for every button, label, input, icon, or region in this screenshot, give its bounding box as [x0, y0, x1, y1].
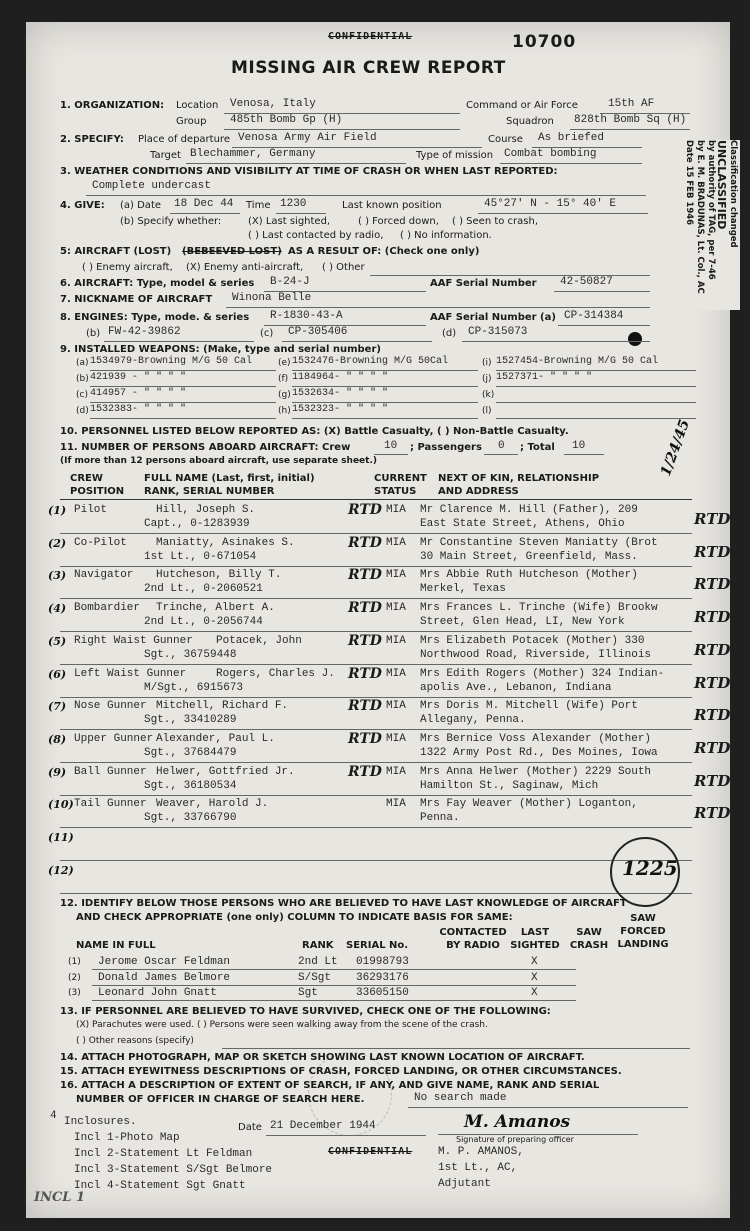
crew-row-rule	[60, 795, 692, 796]
weapon-value: 1532634- " " " "	[292, 388, 389, 399]
weapon-value: 1532323- " " " "	[292, 404, 389, 415]
engines-label: 8. ENGINES: Type, mode. & series	[60, 312, 250, 323]
crew-rtd-mark: RTD	[348, 632, 382, 649]
crew-header-rule	[60, 499, 692, 500]
identify-col-rank: RANK	[302, 940, 334, 951]
personnel-label: 10. PERSONNEL LISTED BELOW REPORTED AS: (X) Battle Casualty, ( ) Non-Battle Casualty.	[60, 426, 569, 437]
weapon-line	[292, 402, 478, 403]
crew-margin-rtd: RTD	[694, 510, 731, 528]
inclosure-4: Incl 4-Statement Sgt Gnatt	[74, 1180, 246, 1192]
crew-status: MIA	[386, 765, 406, 778]
crew-number: (6)	[48, 667, 67, 681]
classification-stamp: Classification changed UNCLASSIFIED by authority of TAG, per 7-46 by E. M. BRADUNAS, Lt. Col., AC Date 15 FEB 1946	[662, 140, 740, 310]
departure-value: Venosa Army Air Field	[238, 132, 377, 144]
officer-rank: 1st Lt., AC,	[438, 1162, 518, 1174]
crew-rank-serial: Sgt., 33766790	[144, 812, 237, 825]
lost-opt-antiaircraft: (X) Enemy anti-aircraft,	[186, 262, 304, 273]
crew-status: MIA	[386, 504, 406, 516]
mission-line	[500, 163, 642, 164]
crew-kin-line1: Mrs Frances L. Trinche (Wife) Brookw	[420, 602, 658, 615]
crew-name: Maniatty, Asinakes S.	[156, 536, 295, 549]
weapon-label: (i)	[482, 358, 492, 368]
aircraft-type-label: 6. AIRCRAFT: Type, model & series	[60, 278, 255, 289]
weapon-value: 1532383- " " " "	[90, 404, 187, 415]
weapon-label: (g)	[278, 390, 291, 400]
identify-col-saw-forced: SAW FORCED LANDING	[617, 913, 669, 950]
identify-col-last: LAST SIGHTED	[510, 927, 560, 951]
weapon-line	[292, 418, 478, 419]
target-line	[186, 163, 406, 164]
crew-rank-serial: 2nd Lt., 0-2056744	[144, 616, 263, 629]
crew-row-rule	[60, 860, 692, 861]
give-date-value: 18 Dec 44	[174, 198, 234, 210]
crew-row-rule	[60, 893, 692, 894]
crew-kin-line1: Mrs Abbie Ruth Hutcheson (Mother)	[420, 569, 638, 582]
identify-mark: X	[531, 971, 538, 984]
weapon-value: 1532476-Browning M/G 50Cal	[292, 356, 449, 367]
identify-mark: X	[531, 956, 538, 968]
crew-margin-rtd: RTD	[694, 542, 731, 561]
crew-position: Ball Gunner	[74, 765, 147, 778]
identify-serial: 33605150	[356, 987, 409, 999]
crew-status: MIA	[386, 602, 406, 615]
identify-row-line	[92, 985, 576, 986]
crew-rtd-mark: RTD	[348, 600, 382, 617]
weapon-label: (e)	[278, 358, 291, 368]
lost-opt-other: ( ) Other	[322, 262, 365, 273]
crew-col-position-header: CREW POSITION	[70, 473, 125, 497]
crew-rtd-mark: RTD	[348, 665, 382, 682]
weapon-label: (b)	[76, 374, 89, 384]
aircraft-lost-struck: (BEBEEVED LOST)	[182, 246, 282, 257]
crew-col-name-header: FULL NAME (Last, first, initial) RANK, SERIAL NUMBER	[144, 473, 315, 497]
crew-kin-line2: Merkel, Texas	[420, 583, 506, 596]
crew-number: (2)	[48, 536, 67, 550]
crew-margin-rtd: RTD	[694, 575, 731, 594]
engine-b-line	[104, 341, 254, 342]
search-value: No search made	[414, 1092, 507, 1104]
officer-signature: M. Amanos	[464, 1112, 571, 1132]
crew-row-rule	[60, 827, 692, 828]
crew-rtd-mark: RTD	[348, 502, 382, 518]
total-count: 10	[572, 440, 586, 452]
weapon-line	[496, 370, 696, 371]
target-label: Target	[150, 150, 181, 161]
give-time-value: 1230	[280, 198, 307, 210]
inclosure-count: 4	[50, 1110, 57, 1122]
location-value: Venosa, Italy	[230, 98, 316, 110]
weather-value: Complete undercast	[92, 180, 211, 192]
weather-label: 3. WEATHER CONDITIONS AND VISIBILITY AT TIME OF CRASH OR WHEN LAST REPORTED:	[60, 166, 558, 177]
identify-line1: 12. IDENTIFY BELOW THOSE PERSONS WHO ARE BELIEVED TO HAVE LAST KNOWLEDGE OF AIRCRAFT	[60, 898, 627, 909]
give-opt-radio: ( ) Last contacted by radio,	[248, 230, 384, 241]
squadron-value: 828th Bomb Sq (H)	[574, 114, 687, 126]
identify-mark: X	[531, 987, 538, 999]
engine-a-line	[558, 325, 650, 326]
give-position-value: 45°27' N - 15° 40' E	[484, 198, 617, 210]
crew-number: (8)	[48, 732, 67, 746]
weapon-line	[90, 386, 276, 387]
nickname-value: Winona Belle	[232, 292, 312, 304]
identify-name: Leonard John Gnatt	[98, 987, 217, 999]
crew-margin-rtd: RTD	[694, 706, 731, 725]
give-opt-forced: ( ) Forced down,	[358, 216, 439, 227]
engines-type-value: R-1830-43-A	[270, 310, 343, 322]
crew-margin-rtd: RTD	[694, 640, 731, 659]
crew-name: Helwer, Gottfried Jr.	[156, 765, 295, 778]
crew-name: Trinche, Albert A.	[156, 602, 275, 615]
passengers-count: 0	[498, 440, 505, 452]
weapon-value: 1527371- " " " "	[496, 372, 593, 383]
crew-kin-line1: Mrs Doris M. Mitchell (Wife) Port	[420, 700, 638, 713]
crew-name: Weaver, Harold J.	[156, 798, 269, 811]
crew-position: Right Waist Gunner	[74, 634, 193, 647]
crew-kin-line1: Mr Constantine Steven Maniatty (Brot	[420, 536, 658, 549]
handwritten-incl-note: INCL 1	[34, 1190, 86, 1205]
crew-kin-line2: Northwood Road, Riverside, Illinois	[420, 648, 652, 661]
survived-line3: ( ) Other reasons (specify)	[76, 1036, 194, 1046]
identify-serial: 01998793	[356, 956, 409, 968]
course-value: As briefed	[538, 132, 605, 144]
crew-margin-rtd: RTD	[694, 771, 731, 790]
crew-position: Pilot	[74, 504, 108, 516]
report-sheet	[26, 22, 738, 1218]
crew-rank-serial: M/Sgt., 6915673	[144, 681, 244, 694]
engine-c-value: CP-305406	[288, 326, 348, 338]
give-opt-noinfo: ( ) No information.	[400, 230, 492, 241]
weapon-line	[292, 370, 478, 371]
weapon-line	[90, 370, 276, 371]
crew-name: Hutcheson, Billy T.	[156, 569, 282, 582]
inclosures-label: Inclosures.	[64, 1116, 137, 1128]
crew-kin-line2: Hamilton St., Saginaw, Mich	[420, 779, 599, 792]
location-label: Location	[176, 100, 219, 111]
crew-number: (10)	[48, 798, 74, 812]
crew-kin-line2: Allegany, Penna.	[420, 714, 526, 727]
weapon-value: 421939 - " " " "	[90, 372, 187, 383]
weapon-label: (a)	[76, 358, 89, 368]
crew-margin-rtd: RTD	[694, 673, 731, 692]
crew-position: Navigator	[74, 569, 134, 582]
crew-number: (4)	[48, 602, 67, 616]
crew-number: (7)	[48, 700, 67, 714]
give-position-label: Last known position	[342, 200, 442, 211]
aircraft-lost-rest: AS A RESULT OF: (Check one only)	[288, 246, 480, 257]
crew-count-line	[374, 454, 408, 455]
identify-number: (1)	[68, 957, 81, 967]
target-value: Blechammer, Germany	[190, 148, 316, 160]
command-label: Command or Air Force	[466, 100, 578, 111]
weapon-label: (d)	[76, 406, 89, 416]
crew-col-status-header: CURRENT STATUS	[374, 473, 427, 497]
crew-margin-rtd: RTD	[694, 738, 731, 757]
crew-rank-serial: 2nd Lt., 0-2060521	[144, 583, 263, 596]
identify-col-serial: SERIAL No.	[346, 940, 409, 951]
weapons-label: 9. INSTALLED WEAPONS: (Make, type and serial number)	[60, 344, 381, 355]
handwritten-date: 1/24/45	[657, 417, 694, 479]
crew-position: Bombardier	[74, 602, 141, 615]
crew-status: MIA	[386, 667, 406, 680]
inclosure-3: Incl 3-Statement S/Sgt Belmore	[74, 1164, 273, 1176]
group-line	[224, 129, 460, 130]
crew-kin-line1: Mrs Fay Weaver (Mother) Loganton,	[420, 798, 638, 811]
crew-name: Potacek, John	[216, 634, 302, 647]
crew-name: Alexander, Paul L.	[156, 732, 275, 745]
identify-row-line	[92, 969, 576, 970]
confidential-bottom-stamp: CONFIDENTIAL	[328, 1146, 413, 1157]
mission-value: Combat bombing	[504, 148, 597, 160]
crew-position: Co-Pilot	[74, 536, 127, 549]
crew-count: 10	[384, 440, 398, 452]
identify-number: (2)	[68, 972, 81, 983]
crew-rank-serial: 1st Lt., 0-671054	[144, 550, 257, 563]
crew-kin-line2: East State Street, Athens, Ohio	[420, 518, 625, 530]
course-label: Course	[488, 134, 523, 145]
identify-row-line	[92, 1000, 576, 1001]
weapon-line	[292, 386, 478, 387]
survived-line2: (X) Parachutes were used. ( ) Persons were seen walking away from the scene of the crash.	[76, 1020, 488, 1030]
crew-number: (9)	[48, 765, 67, 779]
crew-rank-serial: Capt., 0-1283939	[144, 518, 250, 530]
weapon-label: (f)	[278, 374, 289, 384]
crew-status: MIA	[386, 732, 406, 745]
departure-label: Place of departure	[138, 134, 230, 145]
crew-status: MIA	[386, 634, 406, 647]
report-title: MISSING AIR CREW REPORT	[231, 58, 506, 78]
crew-number: (1)	[48, 504, 67, 517]
weapon-value: 1184964- " " " "	[292, 372, 389, 383]
identify-name: Donald James Belmore	[98, 971, 231, 984]
identify-name: Jerome Oscar Feldman	[98, 956, 231, 968]
weapon-value: 1527454-Browning M/G 50 Cal	[496, 356, 659, 367]
weapon-value: 414957 - " " " "	[90, 388, 187, 399]
engine-b-value: FW-42-39862	[108, 326, 181, 338]
engine-d-line	[462, 341, 650, 342]
weapon-line	[496, 418, 696, 419]
inclosure-2: Incl 2-Statement Lt Feldman	[74, 1148, 253, 1160]
identify-rank: S/Sgt	[298, 971, 332, 984]
crew-rtd-mark: RTD	[348, 763, 382, 780]
engine-b-label: (b)	[86, 328, 101, 339]
confidential-top-stamp: CONFIDENTIAL	[328, 31, 413, 42]
mission-label: Type of mission	[416, 150, 494, 161]
crew-kin-line1: Mr Clarence M. Hill (Father), 209	[420, 504, 638, 516]
crew-kin-line1: Mrs Anna Helwer (Mother) 2229 South	[420, 765, 652, 778]
weapon-label: (j)	[482, 374, 492, 384]
crew-kin-line2: 30 Main Street, Greenfield, Mass.	[420, 550, 638, 563]
crew-position: Upper Gunner	[74, 732, 154, 745]
aircraft-serial-value: 42-50827	[560, 276, 613, 288]
engine-a-value: CP-314384	[564, 310, 624, 322]
passengers-label: ; Passengers	[410, 442, 482, 453]
squadron-line	[570, 129, 690, 130]
squadron-label: Squadron	[506, 116, 554, 127]
item-14: 14. ATTACH PHOTOGRAPH, MAP OR SKETCH SHOWING LAST KNOWN LOCATION OF AIRCRAFT.	[60, 1052, 585, 1063]
crew-name: Mitchell, Richard F.	[156, 700, 289, 713]
crew-position: Nose Gunner	[74, 700, 147, 713]
identify-number: (3)	[68, 988, 81, 998]
crew-kin-line2: apolis Ave., Lebanon, Indiana	[420, 681, 612, 694]
officer-title: Adjutant	[438, 1178, 491, 1190]
crew-name: Rogers, Charles J.	[216, 667, 335, 680]
officer-name: M. P. AMANOS,	[438, 1146, 524, 1158]
give-position-line	[478, 213, 648, 214]
crew-number: (5)	[48, 634, 67, 648]
crew-rank-serial: Sgt., 33410289	[144, 714, 237, 727]
command-value: 15th AF	[608, 98, 655, 110]
aircraft-lost-label: 5: AIRCRAFT (LOST)	[60, 246, 172, 257]
item-16b: NUMBER OF OFFICER IN CHARGE OF SEARCH HERE.	[76, 1094, 365, 1105]
crew-margin-rtd: RTD	[694, 804, 731, 823]
weapon-label: (k)	[482, 390, 495, 400]
give-time-label: Time	[246, 200, 271, 211]
give-label: 4. GIVE:	[60, 200, 105, 211]
survived-other-line	[222, 1048, 690, 1049]
aircraft-type-value: B-24-J	[270, 276, 310, 288]
crew-kin-line1: Mrs Elizabeth Potacek (Mother) 330	[420, 634, 645, 647]
crew-status: MIA	[386, 798, 406, 811]
inclosure-1: Incl 1-Photo Map	[74, 1132, 180, 1144]
search-line	[408, 1107, 688, 1108]
crew-position: Left Waist Gunner	[74, 667, 187, 680]
crew-rank-serial: Sgt., 36180534	[144, 779, 237, 792]
crew-rtd-mark: RTD	[348, 698, 382, 715]
give-opt-crash: ( ) Seen to crash,	[452, 216, 539, 227]
weapon-label: (c)	[76, 390, 88, 400]
crew-rtd-mark: RTD	[348, 534, 382, 551]
identify-col-saw-crash: SAW CRASH	[569, 927, 609, 951]
aircraft-serial-line	[554, 291, 650, 292]
engine-c-label: (c)	[260, 328, 274, 339]
lost-opt-aircraft: ( ) Enemy aircraft,	[82, 262, 173, 273]
weapon-line	[496, 386, 696, 387]
crew-rtd-mark: RTD	[348, 730, 382, 747]
crew-position: Tail Gunner	[74, 798, 147, 811]
passengers-line	[484, 454, 518, 455]
identify-rank: Sgt	[298, 987, 318, 999]
total-line	[564, 454, 604, 455]
engine-c-line	[282, 341, 432, 342]
weapon-label: (h)	[278, 406, 291, 416]
weapon-label: (l)	[482, 406, 492, 416]
identify-col-contacted: CONTACTED BY RADIO	[439, 927, 507, 951]
weapon-line	[90, 402, 276, 403]
item-16a: 16. ATTACH A DESCRIPTION OF EXTENT OF SEARCH, IF ANY, AND GIVE NAME, RANK AND SERIAL	[60, 1080, 600, 1091]
crew-kin-line1: Mrs Bernice Voss Alexander (Mother)	[420, 732, 652, 745]
footer-date-value: 21 December 1944	[270, 1120, 376, 1132]
circled-number: 1225	[622, 856, 678, 880]
crew-kin-line2: 1322 Army Post Rd., Des Moines, Iowa	[420, 746, 658, 759]
persons-note: (If more than 12 persons aboard aircraft, use separate sheet.)	[60, 456, 377, 466]
give-specify-label: (b) Specify whether:	[120, 216, 222, 227]
identify-line2: AND CHECK APPROPRIATE (one only) COLUMN TO INDICATE BASIS FOR SAME:	[76, 912, 513, 923]
total-label: ; Total	[520, 442, 555, 453]
group-label: Group	[176, 116, 207, 127]
footer-date-line	[266, 1135, 426, 1136]
identify-rank: 2nd Lt	[298, 956, 338, 968]
engine-d-label: (d)	[442, 328, 457, 339]
specify-label: 2. SPECIFY:	[60, 134, 124, 145]
footer-date-label: Date	[238, 1122, 262, 1133]
crew-name: Hill, Joseph S.	[156, 504, 256, 516]
crew-number: (12)	[48, 863, 74, 877]
nickname-line	[226, 307, 650, 308]
crew-status: MIA	[386, 569, 406, 582]
item-15: 15. ATTACH EYEWITNESS DESCRIPTIONS OF CRASH, FORCED LANDING, OR OTHER CIRCUMSTANCES.	[60, 1066, 622, 1077]
weapon-line	[496, 402, 696, 403]
survived-line1: 13. IF PERSONNEL ARE BELIEVED TO HAVE SURVIVED, CHECK ONE OF THE FOLLOWING:	[60, 1006, 551, 1017]
crew-status: MIA	[386, 536, 406, 549]
crew-col-kin-header: NEXT OF KIN, RELATIONSHIP AND ADDRESS	[438, 473, 600, 497]
crew-number: (11)	[48, 831, 74, 844]
weapon-value: 1534979-Browning M/G 50 Cal	[90, 356, 253, 367]
crew-kin-line2: Penna.	[420, 812, 460, 825]
give-time-line	[276, 213, 326, 214]
give-opt-sighted: (X) Last sighted,	[248, 216, 331, 227]
nickname-label: 7. NICKNAME OF AIRCRAFT	[60, 294, 213, 305]
engines-serial-label: AAF Serial Number (a)	[430, 312, 556, 323]
group-value: 485th Bomb Gp (H)	[230, 114, 343, 126]
signature-label: Signature of preparing officer	[456, 1135, 574, 1144]
ink-blot	[628, 332, 642, 346]
crew-number: (3)	[48, 569, 67, 583]
give-date-label: (a) Date	[120, 200, 162, 211]
crew-rank-serial: Sgt., 37684479	[144, 746, 237, 759]
crew-status: MIA	[386, 700, 406, 713]
crew-kin-line2: Street, Glen Head, LI, New York	[420, 616, 625, 629]
identify-serial: 36293176	[356, 971, 409, 984]
crew-rtd-mark: RTD	[348, 567, 382, 584]
crew-kin-line1: Mrs Edith Rogers (Mother) 324 Indian-	[420, 667, 665, 680]
persons-label: 11. NUMBER OF PERSONS ABOARD AIRCRAFT: Crew	[60, 442, 351, 453]
weapon-line	[90, 418, 276, 419]
give-date-line	[170, 213, 240, 214]
engine-d-value: CP-315073	[468, 326, 528, 338]
crew-rank-serial: Sgt., 36759448	[144, 648, 237, 661]
crew-margin-rtd: RTD	[694, 608, 731, 627]
weather-line	[86, 195, 646, 196]
document-number: 10700	[512, 32, 577, 52]
org-label: 1. ORGANIZATION:	[60, 100, 165, 111]
identify-col-name: NAME IN FULL	[76, 940, 156, 951]
aircraft-serial-label: AAF Serial Number	[430, 278, 537, 289]
